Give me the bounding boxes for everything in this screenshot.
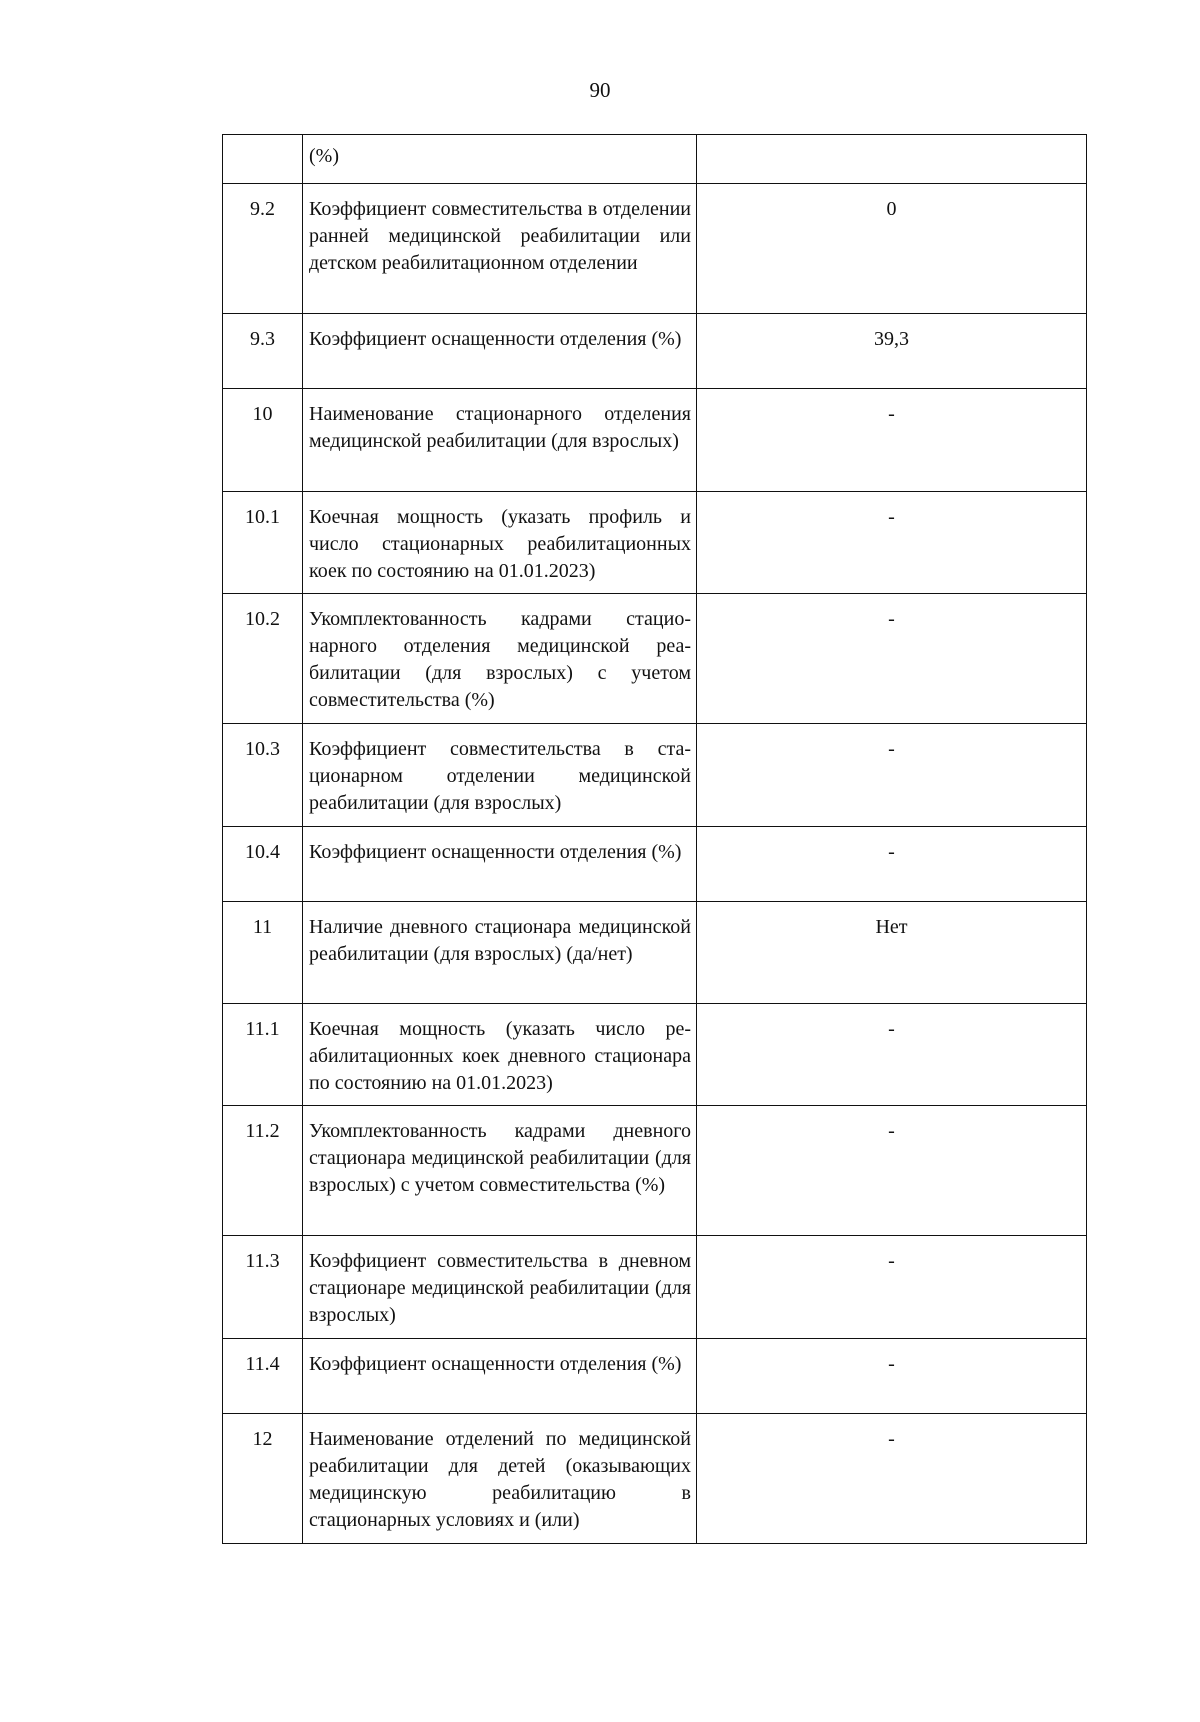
- row-value: Нет: [697, 902, 1087, 1004]
- row-value: -: [697, 724, 1087, 827]
- row-indicator: Коэффициент совместительства в стационарном отделении медицинской реабилитации (для взрослых): [303, 724, 697, 827]
- row-number: 11.3: [223, 1236, 303, 1339]
- row-number: 11.4: [223, 1339, 303, 1414]
- page-number: 90: [589, 78, 611, 102]
- row-indicator: Наименование отделений по медицинской реабилитации для детей (оказывающих медицинскую реабилитацию в стационарных условиях и (или): [303, 1414, 697, 1544]
- table-row: [223, 902, 1087, 1004]
- row-indicator: Наименование стационарного отделения медицинской реабилитации (для взрослых): [303, 389, 697, 492]
- row-number: [223, 135, 303, 184]
- row-indicator: (%): [303, 135, 697, 184]
- table-row: [223, 492, 1087, 594]
- table-row: [223, 1236, 1087, 1339]
- row-value: 0: [697, 184, 1087, 314]
- row-indicator: Коэффициент оснащенности отделения (%): [303, 314, 697, 389]
- row-value: 39,3: [697, 314, 1087, 389]
- row-value: [697, 135, 1087, 184]
- row-indicator: Коэффициент совместительства в отделении ранней медицинской реабилитации или детском реабилитационном отделении: [303, 184, 697, 314]
- row-number: 11.1: [223, 1004, 303, 1106]
- row-indicator: Коэффициент совместительства в дневном стационаре медицинской реабилитации (для взрослых): [303, 1236, 697, 1339]
- row-indicator: Укомплектованность кадрами дневного стационара медицинской реабилитации (для взрослых) с учетом совместительства (%): [303, 1106, 697, 1236]
- table-row: [223, 1004, 1087, 1106]
- row-indicator: Наличие дневного стационара медицинской реабилитации (для взрослых) (да/нет): [303, 902, 697, 1004]
- table-row: [223, 389, 1087, 492]
- row-indicator: Коэффициент оснащенности отделения (%): [303, 1339, 697, 1414]
- row-value: -: [697, 1106, 1087, 1236]
- row-number: 12: [223, 1414, 303, 1544]
- row-number: 10.1: [223, 492, 303, 594]
- row-value: -: [697, 1414, 1087, 1544]
- table-row: [223, 1339, 1087, 1414]
- row-number: 10.4: [223, 827, 303, 902]
- row-value: -: [697, 1004, 1087, 1106]
- row-value: -: [697, 492, 1087, 594]
- row-number: 11: [223, 902, 303, 1004]
- table-row: [223, 827, 1087, 902]
- table-row: [223, 314, 1087, 389]
- table-row: [223, 594, 1087, 724]
- table-row: [223, 724, 1087, 827]
- row-value: -: [697, 389, 1087, 492]
- row-value: -: [697, 594, 1087, 724]
- row-number: 11.2: [223, 1106, 303, 1236]
- row-number: 10.3: [223, 724, 303, 827]
- row-indicator: Коечная мощность (указать профиль и число стационарных реабилитационных коек по состоянию на 01.01.2023): [303, 492, 697, 594]
- row-value: -: [697, 827, 1087, 902]
- row-number: 9.2: [223, 184, 303, 314]
- row-number: 9.3: [223, 314, 303, 389]
- row-indicator: Коэффициент оснащенности отделения (%): [303, 827, 697, 902]
- row-number: 10: [223, 389, 303, 492]
- table-row: [223, 1414, 1087, 1544]
- row-value: -: [697, 1236, 1087, 1339]
- table-row: [223, 184, 1087, 314]
- row-value: -: [697, 1339, 1087, 1414]
- indicators-table: [222, 134, 1087, 1544]
- table-row: [223, 1106, 1087, 1236]
- row-indicator: Коечная мощность (указать число реабилитационных коек дневного стационара по состоянию на 01.01.2023): [303, 1004, 697, 1106]
- row-indicator: Укомплектованность кадрами стационарного отделения медицинской реабилитации (для взрослых) с учетом совместительства (%): [303, 594, 697, 724]
- table-row: [223, 135, 1087, 184]
- row-number: 10.2: [223, 594, 303, 724]
